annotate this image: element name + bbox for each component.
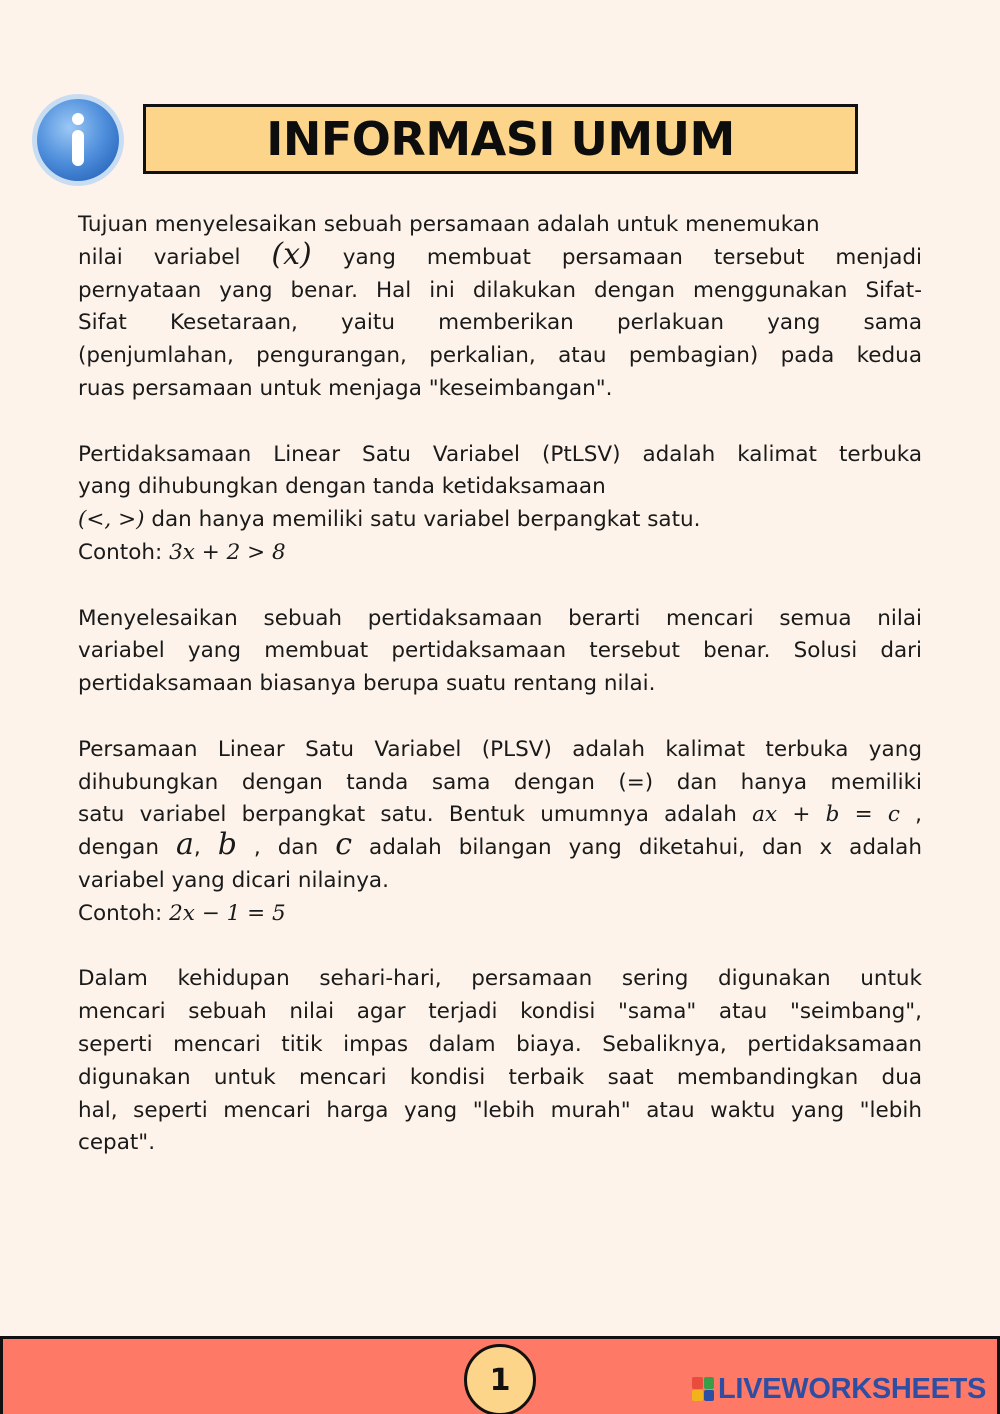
- paragraph-2: [78, 439, 922, 570]
- text-line: cepat".: [78, 1130, 156, 1156]
- paragraph-1: [78, 209, 922, 406]
- text-span: satu variabel berpangkat satu. Bentuk umumnya adalah: [78, 802, 737, 828]
- math-var-c: c: [335, 827, 353, 863]
- text-line: hal, seperti mencari harga yang "lebih murah" atau waktu yang "lebih: [78, 1097, 922, 1123]
- paragraph-4: [78, 734, 922, 931]
- liveworksheets-logo-icon: [692, 1377, 714, 1401]
- info-icon: [30, 92, 126, 188]
- text-span: adalah bilangan yang diketahui, dan x adalah: [369, 835, 922, 861]
- text-span: ,: [915, 802, 922, 828]
- text-line: pernyataan yang benar. Hal ini dilakukan dengan menggunakan Sifat-: [78, 277, 922, 303]
- content-body: [78, 209, 922, 1193]
- brand-watermark: [692, 1372, 986, 1406]
- text-line: variabel yang dicari nilainya.: [78, 867, 389, 893]
- text-line: Tujuan menyelesaikan sebuah persamaan adalah untuk menemukan: [78, 212, 820, 237]
- math-var-a: a: [175, 827, 194, 863]
- example-math: 3x + 2 > 8: [169, 539, 286, 565]
- text-line: [78, 504, 922, 537]
- text-line: pertidaksamaan biasanya berupa suatu rentang nilai.: [78, 671, 656, 697]
- text-line: Persamaan Linear Satu Variabel (PLSV) adalah kalimat terbuka yang: [78, 736, 922, 762]
- text-line: seperti mencari titik impas dalam biaya. Sebaliknya, pertidaksamaan: [78, 1031, 922, 1057]
- example-math: 2x − 1 = 5: [169, 900, 286, 926]
- math-var-b: b: [217, 827, 237, 863]
- text-span: dengan: [78, 835, 159, 861]
- example-label: Contoh:: [78, 900, 163, 926]
- text-line: dihubungkan dengan tanda sama dengan (=) dan hanya memiliki: [78, 769, 922, 795]
- text-line: Menyelesaikan sebuah pertidaksamaan berarti mencari semua nilai: [78, 605, 922, 631]
- text-line: (penjumlahan, pengurangan, perkalian, atau pembagian) pada kedua: [78, 343, 922, 369]
- paragraph-5: [78, 963, 922, 1160]
- text-line: Pertidaksamaan Linear Satu Variabel (PtLSV) adalah kalimat terbuka: [78, 441, 922, 467]
- text-line: [78, 827, 922, 865]
- math-inequality-signs: (<, >): [78, 507, 145, 533]
- text-line: Dalam kehidupan sehari-hari, persamaan sering digunakan untuk: [78, 966, 922, 992]
- text-line: yang dihubungkan dengan tanda ketidaksamaan: [78, 474, 606, 500]
- math-variable-x: (𝑥): [271, 236, 312, 272]
- text-line: [78, 236, 922, 275]
- text-span: ,: [193, 835, 201, 861]
- example-label: Contoh:: [78, 539, 163, 565]
- math-general-form: ax + b = c: [752, 802, 900, 828]
- text-line: mencari sebuah nilai agar terjadi kondisi "sama" atau "seimbang",: [78, 999, 922, 1025]
- example-line: [78, 898, 922, 931]
- brand-name: LIVEWORKSHEETS: [718, 1372, 987, 1405]
- paragraph-3: [78, 603, 922, 701]
- text-line: ruas persamaan untuk menjaga "keseimbangan".: [78, 375, 613, 401]
- text-span: dan hanya memiliki satu variabel berpangkat satu.: [151, 507, 701, 533]
- text-span: , dan: [253, 835, 319, 861]
- page-title: INFORMASI UMUM: [266, 112, 735, 166]
- text-span: yang membuat persamaan tersebut menjadi: [342, 244, 922, 270]
- text-line: digunakan untuk mencari kondisi terbaik saat membandingkan dua: [78, 1064, 922, 1090]
- text-line: Sifat Kesetaraan, yaitu memberikan perlakuan yang sama: [78, 310, 922, 336]
- text-line: [78, 799, 922, 832]
- title-banner: [143, 104, 858, 174]
- text-span: nilai variabel: [78, 244, 241, 270]
- page-number: 1: [464, 1344, 536, 1414]
- text-line: variabel yang membuat pertidaksamaan tersebut benar. Solusi dari: [78, 638, 922, 664]
- example-line: [78, 537, 922, 570]
